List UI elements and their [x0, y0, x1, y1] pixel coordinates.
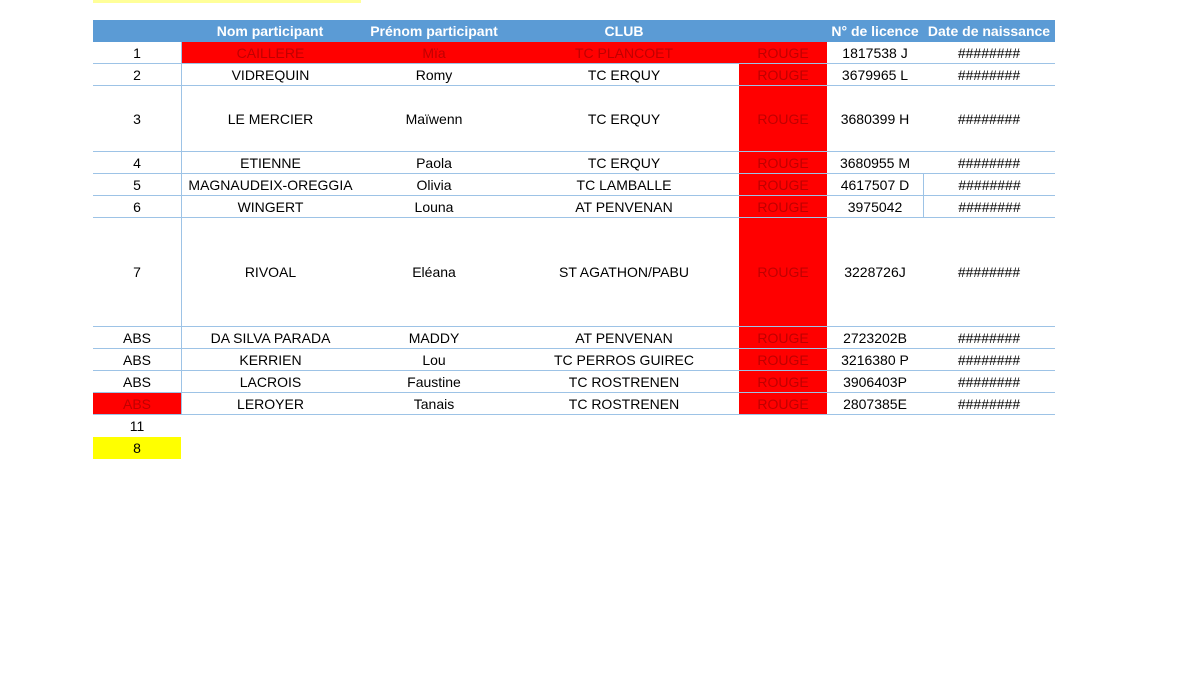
date-cell: ######## [957, 66, 1021, 83]
header-prenom: Prénom participant [370, 23, 498, 39]
table-row[interactable] [93, 218, 1055, 327]
club-cell: TC PLANCOET [509, 42, 739, 63]
top-yellow-strip [93, 0, 361, 3]
prenom-cell: Romy [415, 66, 453, 83]
present-count: 8 [93, 437, 181, 459]
header-date: Date de naissance [927, 23, 1051, 39]
club-cell: TC ERQUY [587, 154, 661, 171]
table-row[interactable] [93, 327, 1055, 349]
rank-cell: 2 [133, 66, 141, 83]
licence-cell: 3975042 [847, 198, 903, 215]
table-row[interactable] [93, 393, 1055, 415]
color-cell: ROUGE [739, 64, 827, 85]
color-cell: ROUGE [739, 393, 827, 414]
total-count-row [93, 415, 1055, 437]
prenom-cell: Paola [416, 154, 452, 171]
licence-cell: 3680399 H [840, 110, 910, 127]
club-cell: AT PENVENAN [575, 198, 673, 215]
date-cell: ######## [957, 373, 1021, 390]
table-row[interactable] [93, 349, 1055, 371]
header-row [93, 20, 1055, 42]
prenom-cell: Tanais [413, 395, 455, 412]
prenom-cell: MADDY [408, 329, 460, 346]
club-cell: AT PENVENAN [575, 329, 673, 346]
color-cell: ROUGE [739, 327, 827, 348]
rank-cell: ABS [122, 373, 151, 390]
table-row[interactable] [93, 371, 1055, 393]
licence-cell: 2807385E [843, 395, 907, 412]
nom-cell: VIDREQUIN [181, 64, 359, 85]
club-cell: ST AGATHON/PABU [559, 264, 689, 280]
licence-cell: 3228726J [844, 264, 906, 280]
nom-cell: RIVOAL [181, 218, 359, 326]
color-cell: ROUGE [739, 42, 827, 63]
participants-table [93, 20, 1055, 459]
header-rank [93, 20, 181, 42]
nom-cell: CAILLERE [181, 42, 359, 63]
rank-cell: ABS [122, 329, 151, 346]
date-cell: ######## [957, 44, 1021, 61]
club-cell: TC ERQUY [587, 110, 661, 127]
header-nom: Nom participant [216, 23, 324, 39]
table-row[interactable] [93, 64, 1055, 86]
date-cell: ######## [923, 174, 1055, 195]
licence-cell: 3680955 M [839, 154, 911, 171]
header-licence: N° de licence [831, 23, 919, 39]
club-cell: TC ROSTRENEN [568, 395, 680, 412]
color-cell: ROUGE [739, 371, 827, 392]
prenom-cell: Faustine [407, 373, 461, 390]
color-cell: ROUGE [739, 349, 827, 370]
date-cell: ######## [957, 395, 1021, 412]
prenom-cell: Mïa [359, 42, 509, 63]
nom-cell: LE MERCIER [181, 86, 359, 151]
color-cell: ROUGE [739, 86, 827, 151]
nom-cell: DA SILVA PARADA [181, 327, 359, 348]
licence-cell: 1817538 J [842, 44, 908, 61]
rank-cell: 3 [133, 110, 141, 127]
present-count-row [93, 437, 1055, 459]
nom-cell: MAGNAUDEIX-OREGGIA [181, 174, 359, 195]
rank-cell: 4 [133, 154, 141, 171]
nom-cell: LEROYER [181, 393, 359, 414]
club-cell: TC ROSTRENEN [568, 373, 680, 390]
nom-cell: LACROIS [181, 371, 359, 392]
header-color [739, 20, 827, 42]
date-cell: ######## [957, 154, 1021, 171]
club-cell: TC LAMBALLE [576, 176, 672, 193]
prenom-cell: Louna [414, 198, 454, 215]
color-cell: ROUGE [739, 152, 827, 173]
club-cell: TC ERQUY [587, 66, 661, 83]
table-row[interactable] [93, 86, 1055, 152]
rank-cell: 1 [133, 44, 141, 61]
licence-cell: 2723202B [843, 329, 907, 346]
header-club: CLUB [604, 23, 644, 39]
date-cell: ######## [957, 329, 1021, 346]
nom-cell: KERRIEN [181, 349, 359, 370]
prenom-cell: Olivia [416, 176, 452, 193]
club-cell: TC PERROS GUIREC [553, 351, 694, 368]
prenom-cell: Maïwenn [405, 110, 463, 127]
licence-cell: 3679965 L [841, 66, 909, 83]
nom-cell: ETIENNE [181, 152, 359, 173]
color-cell: ROUGE [739, 174, 827, 195]
rank-cell: ABS [122, 351, 151, 368]
table-row[interactable] [93, 174, 1055, 196]
licence-cell: 3906403P [843, 373, 907, 390]
rank-cell: 5 [133, 176, 141, 193]
licence-cell: 4617507 D [840, 176, 910, 193]
total-count: 11 [129, 418, 145, 434]
date-cell: ######## [957, 351, 1021, 368]
nom-cell: WINGERT [181, 196, 359, 217]
prenom-cell: Lou [422, 351, 446, 368]
rank-cell: 6 [133, 198, 141, 215]
prenom-cell: Eléana [412, 264, 456, 280]
date-cell: ######## [923, 196, 1055, 217]
rank-cell: ABS [93, 393, 181, 414]
color-cell: ROUGE [739, 218, 827, 326]
table-row[interactable] [93, 196, 1055, 218]
color-cell: ROUGE [739, 196, 827, 217]
table-row[interactable] [93, 152, 1055, 174]
date-cell: ######## [957, 264, 1021, 280]
date-cell: ######## [957, 110, 1021, 127]
rank-cell: 7 [133, 264, 141, 280]
licence-cell: 3216380 P [841, 351, 909, 368]
table-row[interactable] [93, 42, 1055, 64]
